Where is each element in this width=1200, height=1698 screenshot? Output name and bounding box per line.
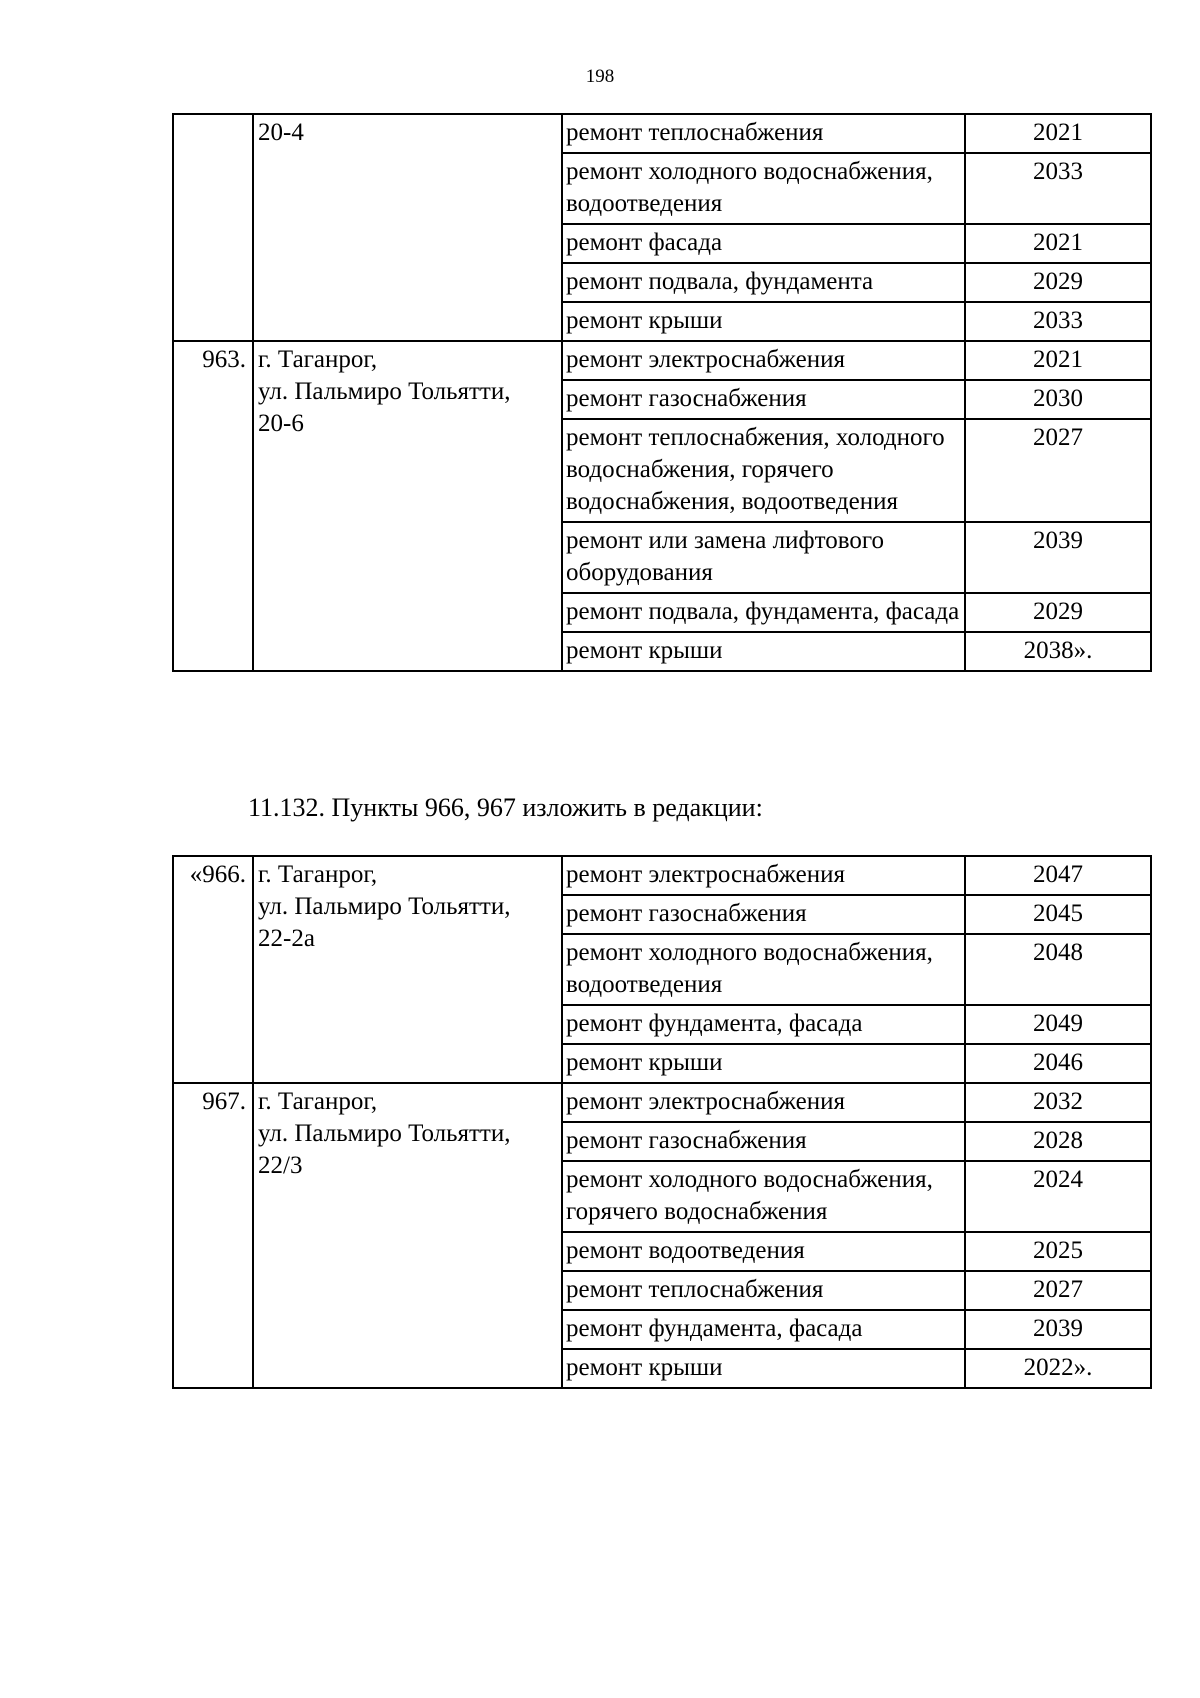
- schedule-table-amended: [172, 855, 1152, 1389]
- work-type: ремонт крыши: [562, 1044, 965, 1083]
- work-type: ремонт холодного водоснабжения, водоотведения: [562, 934, 965, 1005]
- work-type: ремонт газоснабжения: [562, 895, 965, 934]
- table-row: [173, 1083, 1151, 1122]
- work-year: 2039: [965, 1310, 1151, 1349]
- item-number: [173, 114, 253, 341]
- work-type: ремонт крыши: [562, 632, 965, 671]
- work-type: ремонт подвала, фундамента, фасада: [562, 593, 965, 632]
- work-year: 2038».: [965, 632, 1151, 671]
- work-year: 2047: [965, 856, 1151, 895]
- work-year: 2024: [965, 1161, 1151, 1232]
- table-body: [173, 114, 1151, 671]
- work-year: 2033: [965, 302, 1151, 341]
- work-year: 2028: [965, 1122, 1151, 1161]
- work-type: ремонт газоснабжения: [562, 1122, 965, 1161]
- building-address: г. Таганрог, ул. Пальмиро Тольятти, 22-2а: [253, 856, 562, 1083]
- table-row: [173, 856, 1151, 895]
- work-year: 2021: [965, 224, 1151, 263]
- item-number: 967.: [173, 1083, 253, 1388]
- work-year: 2046: [965, 1044, 1151, 1083]
- work-year: 2029: [965, 263, 1151, 302]
- item-number: «966.: [173, 856, 253, 1083]
- table-row: [173, 114, 1151, 153]
- building-address: 20-4: [253, 114, 562, 341]
- building-address: г. Таганрог, ул. Пальмиро Тольятти, 20-6: [253, 341, 562, 671]
- work-year: 2033: [965, 153, 1151, 224]
- work-year: 2027: [965, 419, 1151, 522]
- work-type: ремонт водоотведения: [562, 1232, 965, 1271]
- work-year: 2039: [965, 522, 1151, 593]
- work-type: ремонт подвала, фундамента: [562, 263, 965, 302]
- work-year: 2021: [965, 341, 1151, 380]
- work-type: ремонт теплоснабжения: [562, 114, 965, 153]
- work-type: ремонт газоснабжения: [562, 380, 965, 419]
- work-type: ремонт крыши: [562, 302, 965, 341]
- work-year: 2030: [965, 380, 1151, 419]
- work-type: ремонт теплоснабжения: [562, 1271, 965, 1310]
- work-type: ремонт фундамента, фасада: [562, 1310, 965, 1349]
- work-year: 2049: [965, 1005, 1151, 1044]
- work-year: 2048: [965, 934, 1151, 1005]
- work-year: 2045: [965, 895, 1151, 934]
- work-year: 2032: [965, 1083, 1151, 1122]
- table-body: [173, 856, 1151, 1388]
- work-type: ремонт фундамента, фасада: [562, 1005, 965, 1044]
- work-year: 2029: [965, 593, 1151, 632]
- work-year: 2025: [965, 1232, 1151, 1271]
- work-type: ремонт холодного водоснабжения, водоотведения: [562, 153, 965, 224]
- work-type: ремонт электроснабжения: [562, 341, 965, 380]
- work-type: ремонт фасада: [562, 224, 965, 263]
- work-type: ремонт электроснабжения: [562, 856, 965, 895]
- work-type: ремонт холодного водоснабжения, горячего водоснабжения: [562, 1161, 965, 1232]
- work-type: ремонт крыши: [562, 1349, 965, 1388]
- page-number: 198: [585, 66, 615, 87]
- building-address: г. Таганрог, ул. Пальмиро Тольятти, 22/3: [253, 1083, 562, 1388]
- amendment-paragraph: 11.132. Пункты 966, 967 изложить в редакции:: [248, 793, 763, 822]
- work-year: 2022».: [965, 1349, 1151, 1388]
- work-year: 2021: [965, 114, 1151, 153]
- work-type: ремонт или замена лифтового оборудования: [562, 522, 965, 593]
- table-row: [173, 341, 1151, 380]
- work-type: ремонт теплоснабжения, холодного водоснабжения, горячего водоснабжения, водоотведения: [562, 419, 965, 522]
- schedule-table-continued: [172, 113, 1152, 672]
- item-number: 963.: [173, 341, 253, 671]
- work-year: 2027: [965, 1271, 1151, 1310]
- work-type: ремонт электроснабжения: [562, 1083, 965, 1122]
